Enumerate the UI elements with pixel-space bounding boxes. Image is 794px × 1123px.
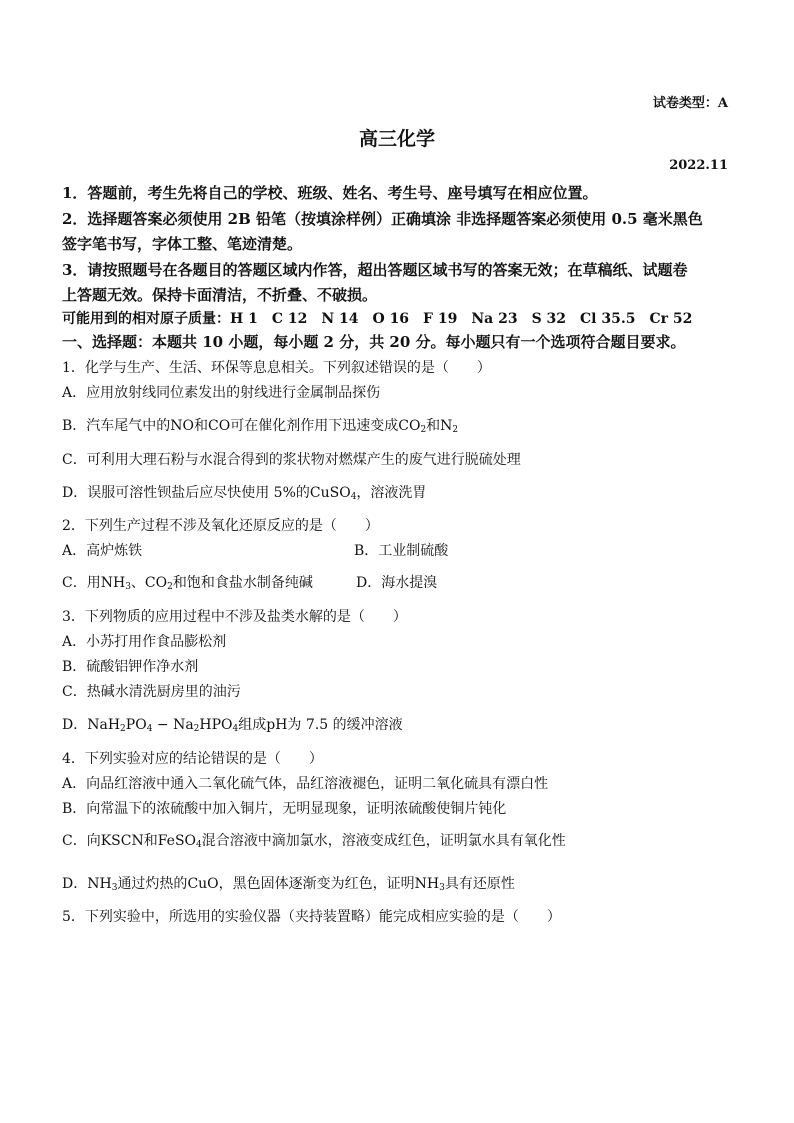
q3-option-b: B．硫酸铝钾作净水剂	[62, 659, 199, 675]
q2-stem: 2．下列生产过程不涉及氧化还原反应的是（ ）	[62, 518, 379, 534]
q2-option-a: A．高炉炼铁	[62, 543, 143, 559]
section-heading: 一、选择题：本题共 10 小题，每小题 2 分，共 20 分。每小题只有一个选项符合题目要求。	[62, 333, 686, 351]
q1-option-c: C．可利用大理石粉与水混合得到的浆状物对燃煤产生的废气进行脱硫处理	[62, 452, 521, 468]
q3-option-a: A．小苏打用作食品膨松剂	[62, 634, 227, 650]
page-title: 高三化学	[358, 128, 435, 150]
q3-stem: 3．下列物质的应用过程中不涉及盐类水解的是（ ）	[62, 609, 407, 625]
q2-option-c: C．用$NH_3$、$CO_2$和饱和食盐水制备纯碱	[62, 575, 313, 592]
exam-date: 2022.11	[669, 158, 728, 173]
q1-option-d: D．误服可溶性钡盐后应尽快使用 5%的CuSO$_4$，溶液洗胃	[62, 485, 427, 502]
paper-type: 试卷类型：A	[652, 96, 728, 111]
instruction-2-cont: 签字笔书写，字体工整、笔迹清楚。	[62, 235, 303, 253]
q1-option-a: A．应用放射线同位素发出的射线进行金属制品探伤	[62, 385, 381, 401]
q1-stem: 1．化学与生产、生活、环保等息息相关。下列叙述错误的是（ ）	[62, 360, 491, 376]
q3-option-d: D．$NaH_2PO_4 - Na_2HPO_4$组成pH为 7.5 的缓冲溶液	[62, 717, 403, 734]
q4-stem: 4．下列实验对应的结论错误的是（ ）	[62, 751, 323, 767]
q3-option-c: C．热碱水清洗厨房里的油污	[62, 684, 241, 700]
atomic-masses: 可能用到的相对原子质量：H 1 C 12 N 14 O 16 F 19 Na 23 S 32 Cl 35.5 Cr 52	[62, 311, 693, 327]
q2-option-b: B．工业制硫酸	[354, 543, 449, 559]
q2-options-ab	[62, 540, 742, 560]
q1-option-b: B．汽车尾气中的NO和CO可在催化剂作用下迅速变成$CO_2$和$N_2$	[62, 418, 459, 435]
q2-options-cd	[62, 572, 742, 592]
q4-option-c: C．向KSCN和FeSO$_4$混合溶液中滴加氯水，溶液变成红色，证明氯水具有氧化性	[62, 833, 566, 850]
instruction-3: 3．请按照题号在各题目的答题区域内作答，超出答题区域书写的答案无效；在草稿纸、试题卷	[62, 261, 688, 279]
q5-stem: 5．下列实验中，所选用的实验仪器（夹持装置略）能完成相应实验的是（ ）	[62, 909, 561, 925]
instruction-1: 1．答题前，考生先将自己的学校、班级、姓名、考生号、座号填写在相应位置。	[62, 184, 598, 202]
instruction-3-cont: 上答题无效。保持卡面清洁，不折叠、不破损。	[62, 286, 378, 304]
q4-option-a: A．向品红溶液中通入二氧化硫气体，品红溶液褪色，证明二氧化硫具有漂白性	[62, 776, 549, 792]
instruction-2: 2．选择题答案必须使用 2B 铅笔（按填涂样例）正确填涂 非选择题答案必须使用 0.5 毫米黑色	[62, 210, 703, 228]
q4-option-d: D．$NH_3$通过灼热的CuO，黑色固体逐渐变为红色，证明$NH_3$具有还原性	[62, 876, 515, 893]
q4-option-b: B．向常温下的浓硫酸中加入铜片，无明显现象，证明浓硫酸使铜片钝化	[62, 801, 507, 817]
q2-option-d: D．海水提溴	[356, 575, 438, 591]
